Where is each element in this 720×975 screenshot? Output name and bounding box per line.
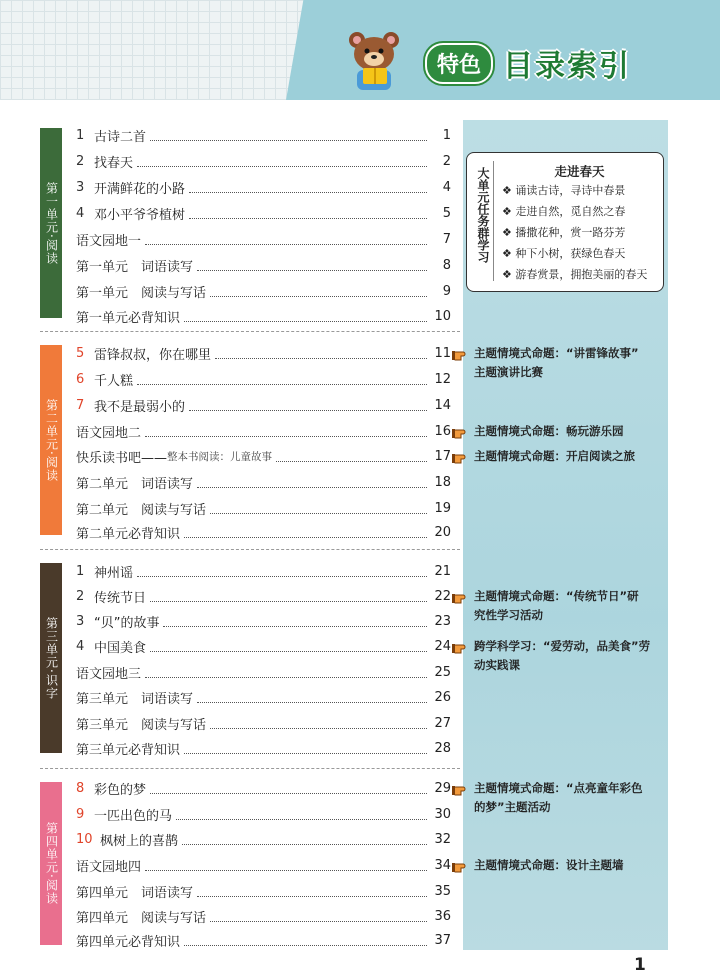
toc-page: 35 [434, 883, 451, 899]
toc-page: 16 [434, 423, 451, 439]
toc-row[interactable] [76, 738, 451, 758]
toc-number: 6 [76, 371, 85, 387]
pointing-hand-icon [452, 422, 468, 440]
page-heading [425, 44, 631, 82]
toc-title: 古诗二首 [94, 129, 147, 145]
toc-leader-dots [210, 911, 427, 922]
task-box-separator [493, 161, 494, 281]
toc-row[interactable] [76, 343, 451, 363]
toc-title: 彩色的梦 [94, 782, 147, 798]
side-note-line1: 主题情境式命题：畅玩游乐园 [474, 424, 624, 438]
side-note-line1: 主题情境式命题：“点亮童年彩色 [474, 781, 643, 795]
toc-leader-dots [189, 208, 427, 219]
toc-leader-dots [150, 130, 427, 141]
side-note [452, 447, 670, 466]
toc-page: 1 [442, 127, 451, 143]
toc-row[interactable] [76, 906, 451, 926]
side-note [452, 779, 670, 817]
toc-page: 23 [434, 613, 451, 629]
toc-page: 29 [434, 780, 451, 796]
toc-title: 我不是最弱小的 [94, 399, 186, 415]
toc-page: 24 [434, 638, 451, 654]
toc-leader-dots [182, 834, 427, 845]
toc-page: 19 [434, 500, 451, 516]
toc-number: 7 [76, 397, 85, 413]
toc-row[interactable] [76, 395, 451, 415]
task-box-item: ❖ 诵读古诗，寻诗中春景 [502, 184, 626, 197]
unit-label-1: 第一单元·阅读 [40, 128, 62, 318]
toc-page: 9 [442, 283, 451, 299]
toc-page: 22 [434, 588, 451, 604]
side-note [452, 637, 670, 675]
toc-page: 28 [434, 740, 451, 756]
toc-row[interactable] [76, 306, 451, 326]
toc-row[interactable] [76, 586, 451, 606]
toc-leader-dots [150, 641, 427, 652]
toc-title: 第一单元 词语读写 [76, 259, 194, 275]
toc-title: 第四单元 词语读写 [76, 885, 194, 901]
toc-leader-dots [145, 860, 427, 871]
unit-label-2: 第二单元·阅读 [40, 345, 62, 535]
toc-number: 1 [76, 563, 85, 579]
toc-leader-dots [197, 477, 427, 488]
toc-title: 传统节日 [94, 590, 147, 606]
toc-title: 神州谣 [94, 565, 134, 581]
toc-number: 5 [76, 345, 85, 361]
toc-title: 第三单元 词语读写 [76, 691, 194, 707]
toc-page: 37 [434, 932, 451, 948]
toc-leader-dots [215, 348, 427, 359]
toc-page: 14 [434, 397, 451, 413]
toc-title: 枫树上的喜鹊 [100, 833, 179, 849]
toc-leader-dots [150, 591, 427, 602]
toc-row[interactable] [76, 151, 451, 171]
toc-title: 第四单元必背知识 [76, 934, 181, 950]
toc-leader-dots [184, 527, 427, 538]
toc-title: 语文园地四 [76, 859, 142, 875]
task-box-vertical-label: 大单元任务群学习 [476, 167, 490, 263]
toc-title: 一匹出色的马 [94, 808, 173, 824]
toc-row[interactable] [76, 522, 451, 542]
side-note-line1: 主题情境式命题：设计主题墙 [474, 858, 624, 872]
toc-number: 4 [76, 638, 85, 654]
toc-leader-dots [276, 451, 427, 462]
toc-row[interactable] [76, 203, 451, 223]
toc-leader-dots [184, 743, 427, 754]
toc-title: 邓小平爷爷植树 [94, 207, 186, 223]
toc-row[interactable] [76, 561, 451, 581]
side-note [452, 856, 670, 875]
toc-leader-dots [137, 156, 427, 167]
toc-page: 30 [434, 806, 451, 822]
toc-row[interactable] [76, 662, 451, 682]
toc-leader-dots [210, 503, 427, 514]
toc-title: 千人糕 [94, 373, 134, 389]
side-note-line1: 跨学科学习：“爱劳动，品美食”劳 [474, 639, 651, 653]
toc-page: 2 [442, 153, 451, 169]
page-number: 1 [634, 955, 646, 975]
task-box-item: ❖ 种下小树，获绿色春天 [502, 247, 626, 260]
toc-number: 4 [76, 205, 85, 221]
task-box-item: ❖ 游春赏景，拥抱美丽的春天 [502, 268, 648, 281]
pointing-hand-icon [452, 779, 468, 797]
unit-label-4: 第四单元·阅读 [40, 782, 62, 945]
side-note-line2: 究性学习活动 [474, 608, 543, 622]
pointing-hand-icon [452, 447, 468, 465]
side-note-line2: 的梦”主题活动 [474, 800, 551, 814]
pointing-hand-icon [452, 856, 468, 874]
toc-number: 3 [76, 179, 85, 195]
toc-leader-dots [184, 935, 427, 946]
toc-row[interactable] [76, 229, 451, 249]
toc-row[interactable] [76, 829, 451, 849]
toc-leader-dots [210, 718, 427, 729]
toc-row[interactable] [76, 636, 451, 656]
toc-title: 第二单元必背知识 [76, 526, 181, 542]
unit-divider [40, 768, 460, 769]
toc-title: 开满鲜花的小路 [94, 181, 186, 197]
toc-row[interactable] [76, 881, 451, 901]
toc-title: 快乐读书吧—— [76, 450, 168, 466]
toc-title: 第四单元 阅读与写话 [76, 910, 207, 926]
toc-row[interactable] [76, 855, 451, 875]
toc-number: 1 [76, 127, 85, 143]
toc-page: 34 [434, 857, 451, 873]
toc-number: 2 [76, 588, 85, 604]
toc-leader-dots [197, 260, 427, 271]
toc-title: 语文园地三 [76, 666, 142, 682]
toc-page: 27 [434, 715, 451, 731]
side-note [452, 422, 670, 441]
toc-leader-dots [210, 286, 427, 297]
side-note-line1: 主题情境式命题：开启阅读之旅 [474, 449, 635, 463]
toc-row[interactable] [76, 255, 451, 275]
toc-row[interactable] [76, 804, 451, 824]
toc-leader-dots [137, 374, 427, 385]
toc-number: 10 [76, 831, 93, 847]
pointing-hand-icon [452, 344, 468, 362]
toc-number: 2 [76, 153, 85, 169]
toc-page: 36 [434, 908, 451, 924]
toc-page: 5 [442, 205, 451, 221]
toc-leader-dots [184, 311, 427, 322]
toc-leader-dots [197, 886, 427, 897]
toc-title: 雷锋叔叔，你在哪里 [94, 347, 212, 363]
toc-title: 找春天 [94, 155, 134, 171]
toc-row[interactable] [76, 713, 451, 733]
task-group-box [466, 152, 664, 292]
toc-page: 17 [434, 448, 451, 464]
task-box-item: ❖ 播撒花种，赏一路芬芳 [502, 226, 626, 239]
toc-leader-dots [150, 783, 427, 794]
toc-row[interactable] [76, 472, 451, 492]
toc-title: 第三单元必背知识 [76, 742, 181, 758]
pointing-hand-icon [452, 637, 468, 655]
toc-page: 32 [434, 831, 451, 847]
toc-page: 12 [434, 371, 451, 387]
side-note [452, 587, 670, 625]
toc-page: 4 [442, 179, 451, 195]
toc-leader-dots [145, 426, 427, 437]
toc-page: 7 [442, 231, 451, 247]
toc-number: 3 [76, 613, 85, 629]
toc-page: 18 [434, 474, 451, 490]
side-note-line2: 动实践课 [474, 658, 520, 672]
toc-leader-dots [197, 692, 427, 703]
toc-row[interactable] [76, 369, 451, 389]
toc-number: 9 [76, 806, 85, 822]
unit-divider [40, 331, 460, 332]
toc-title: 第二单元 词语读写 [76, 476, 194, 492]
toc-leader-dots [176, 809, 427, 820]
toc-row[interactable] [76, 421, 451, 441]
side-note-line1: 主题情境式命题：“讲雷锋故事” [474, 346, 639, 360]
toc-row[interactable] [76, 778, 451, 798]
toc-row[interactable] [76, 281, 451, 301]
toc-leader-dots [163, 616, 427, 627]
toc-row[interactable] [76, 687, 451, 707]
toc-subtitle: 整本书阅读：儿童故事 [167, 450, 273, 463]
task-box-title: 走进春天 [554, 164, 605, 179]
toc-page: 11 [434, 345, 451, 361]
toc-number: 8 [76, 780, 85, 796]
toc-leader-dots [145, 234, 427, 245]
toc-row[interactable] [76, 611, 451, 631]
toc-row[interactable] [76, 498, 451, 518]
toc-leader-dots [145, 667, 427, 678]
toc-leader-dots [189, 182, 427, 193]
unit-divider [40, 549, 460, 550]
unit-label-3: 第三单元·识字 [40, 563, 62, 753]
toc-title: 第一单元 阅读与写话 [76, 285, 207, 301]
toc-leader-dots [189, 400, 427, 411]
toc-row[interactable] [76, 125, 451, 145]
toc-title: 第二单元 阅读与写话 [76, 502, 207, 518]
heading-pill: 特色 [425, 43, 493, 84]
toc-leader-dots [137, 566, 427, 577]
toc-title: 第一单元必背知识 [76, 310, 181, 326]
bear-mascot-icon [343, 28, 405, 92]
toc-title: “贝”的故事 [94, 615, 160, 631]
toc-title: 语文园地二 [76, 425, 142, 441]
heading-title: 目录索引 [503, 49, 632, 84]
toc-page: 8 [442, 257, 451, 273]
toc-row[interactable] [76, 930, 451, 950]
toc-page: 26 [434, 689, 451, 705]
side-note-line1: 主题情境式命题：“传统节日”研 [474, 589, 639, 603]
side-note [452, 344, 670, 382]
pointing-hand-icon [452, 587, 468, 605]
toc-page: 25 [434, 664, 451, 680]
toc-title: 语文园地一 [76, 233, 142, 249]
toc-page: 10 [434, 308, 451, 324]
toc-page: 21 [434, 563, 451, 579]
toc-row[interactable] [76, 177, 451, 197]
toc-title: 中国美食 [94, 640, 147, 656]
toc-row[interactable] [76, 446, 451, 466]
toc-title: 第三单元 阅读与写话 [76, 717, 207, 733]
task-box-item: ❖ 走进自然，觅自然之春 [502, 205, 626, 218]
toc-page: 20 [434, 524, 451, 540]
side-note-line2: 主题演讲比赛 [474, 365, 543, 379]
